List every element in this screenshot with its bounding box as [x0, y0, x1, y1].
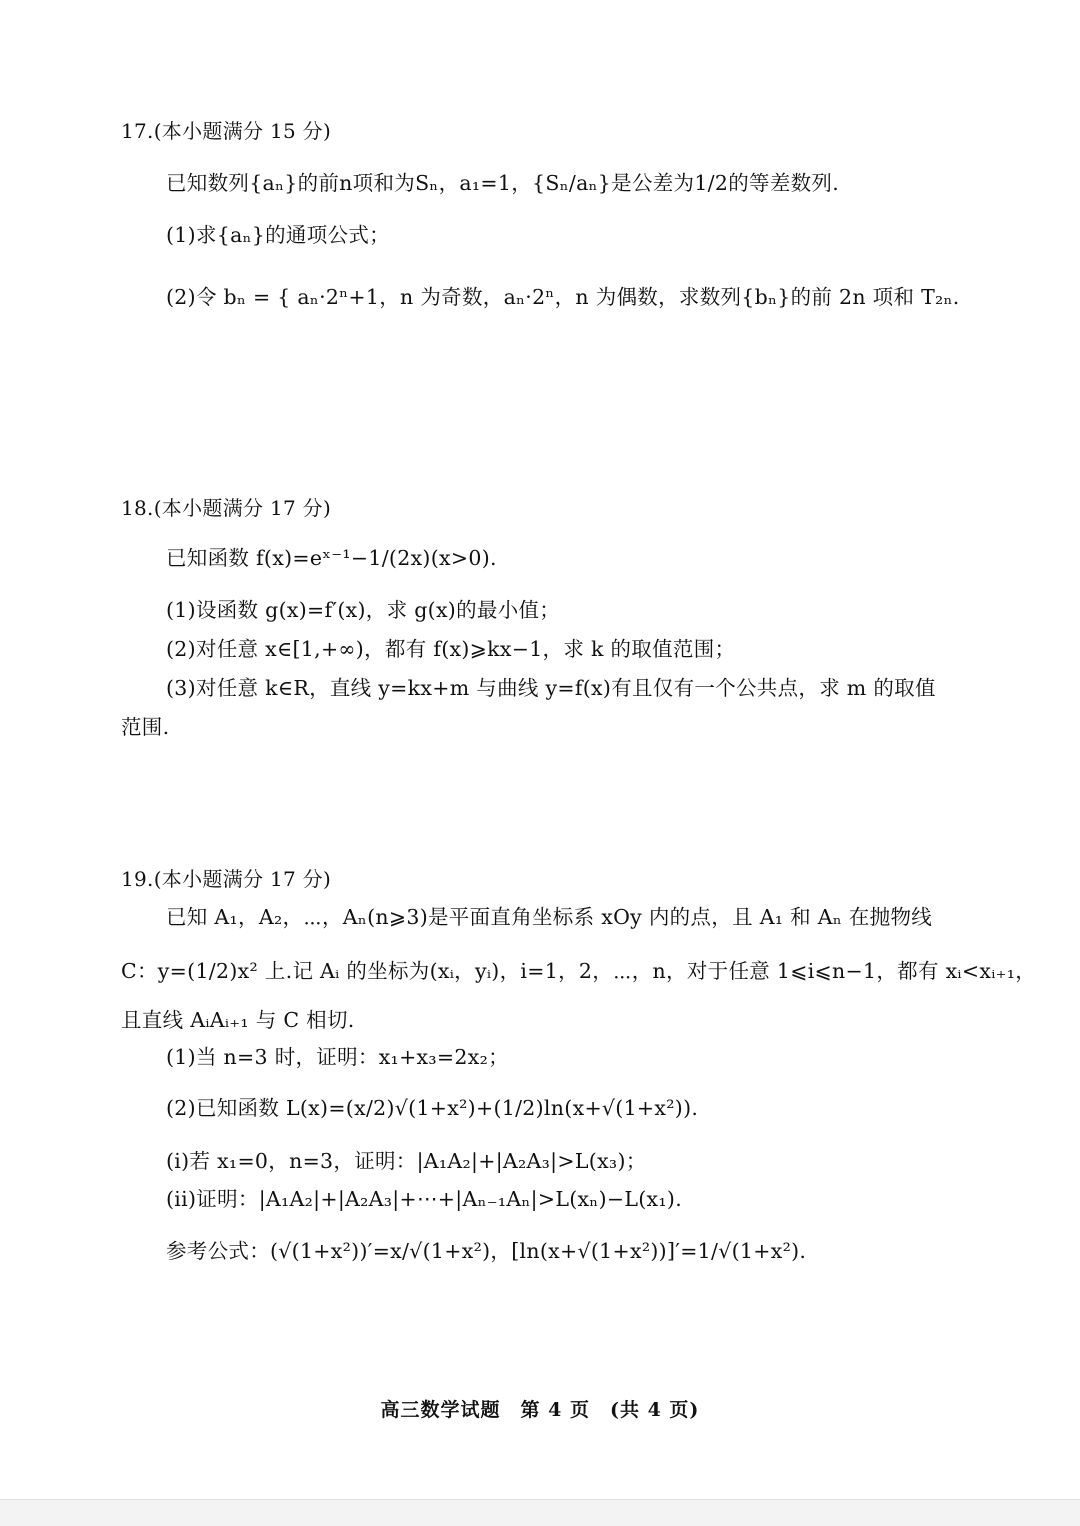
- page-footer: 高三数学试题 第 4 页 (共 4 页): [380, 1399, 700, 1421]
- problem-19-reference-formula: 参考公式：(√(1+x²))′=x/√(1+x²)，[ln(x+√(1+x²))]′=1/√(1+x²).: [166, 1239, 807, 1263]
- problem-18-statement: 已知函数 f(x)=eˣ⁻¹−1/(2x)(x>0).: [166, 546, 497, 570]
- bottom-edge: [0, 1499, 1080, 1526]
- problem-18-part-3: (3)对任意 k∈R，直线 y=kx+m 与曲线 y=f(x)有且仅有一个公共点，求 m 的取值: [166, 676, 936, 700]
- problem-19-statement-1: 已知 A₁，A₂，⋯，Aₙ(n⩾3)是平面直角坐标系 xOy 内的点，且 A₁ 和 Aₙ 在抛物线: [166, 905, 933, 929]
- problem-19-part-2: (2)已知函数 L(x)=(x/2)√(1+x²)+(1/2)ln(x+√(1+x²)).: [166, 1096, 699, 1120]
- problem-19-part-2-i: (i)若 x₁=0，n=3，证明：|A₁A₂|+|A₂A₃|>L(x₃)；: [166, 1149, 647, 1173]
- problem-17-part-1: (1)求{aₙ}的通项公式；: [166, 223, 390, 247]
- problem-19-statement-2: C：y=(1/2)x² 上.记 Aᵢ 的坐标为(xᵢ，yᵢ)，i=1，2，⋯，n，对于任意 1⩽i⩽n−1，都有 xᵢ<xᵢ₊₁，: [121, 959, 1037, 983]
- problem-17-part-2: (2)令 bₙ = { aₙ·2ⁿ+1，n 为奇数，aₙ·2ⁿ，n 为偶数，求数列{bₙ}的前 2n 项和 T₂ₙ.: [166, 285, 960, 309]
- problem-18-part-2: (2)对任意 x∈[1,+∞)，都有 f(x)⩾kx−1，求 k 的取值范围；: [166, 637, 736, 661]
- problem-19-part-2-ii: (ii)证明：|A₁A₂|+|A₂A₃|+⋯+|Aₙ₋₁Aₙ|>L(xₙ)−L(x₁).: [166, 1187, 683, 1211]
- problem-18-part-1: (1)设函数 g(x)=f′(x)，求 g(x)的最小值；: [166, 598, 561, 622]
- problem-19-statement-3: 且直线 AᵢAᵢ₊₁ 与 C 相切.: [121, 1008, 355, 1032]
- problem-18-part-3-cont: 范围.: [121, 715, 170, 739]
- problem-19-part-1: (1)当 n=3 时，证明：x₁+x₃=2x₂；: [166, 1045, 509, 1069]
- problem-17-heading: 17.(本小题满分 15 分): [121, 119, 332, 143]
- problem-18-heading: 18.(本小题满分 17 分): [121, 496, 332, 520]
- problem-17-statement: 已知数列{aₙ}的前n项和为Sₙ，a₁=1，{Sₙ/aₙ}是公差为1/2的等差数列.: [166, 171, 840, 195]
- problem-19-heading: 19.(本小题满分 17 分): [121, 867, 332, 891]
